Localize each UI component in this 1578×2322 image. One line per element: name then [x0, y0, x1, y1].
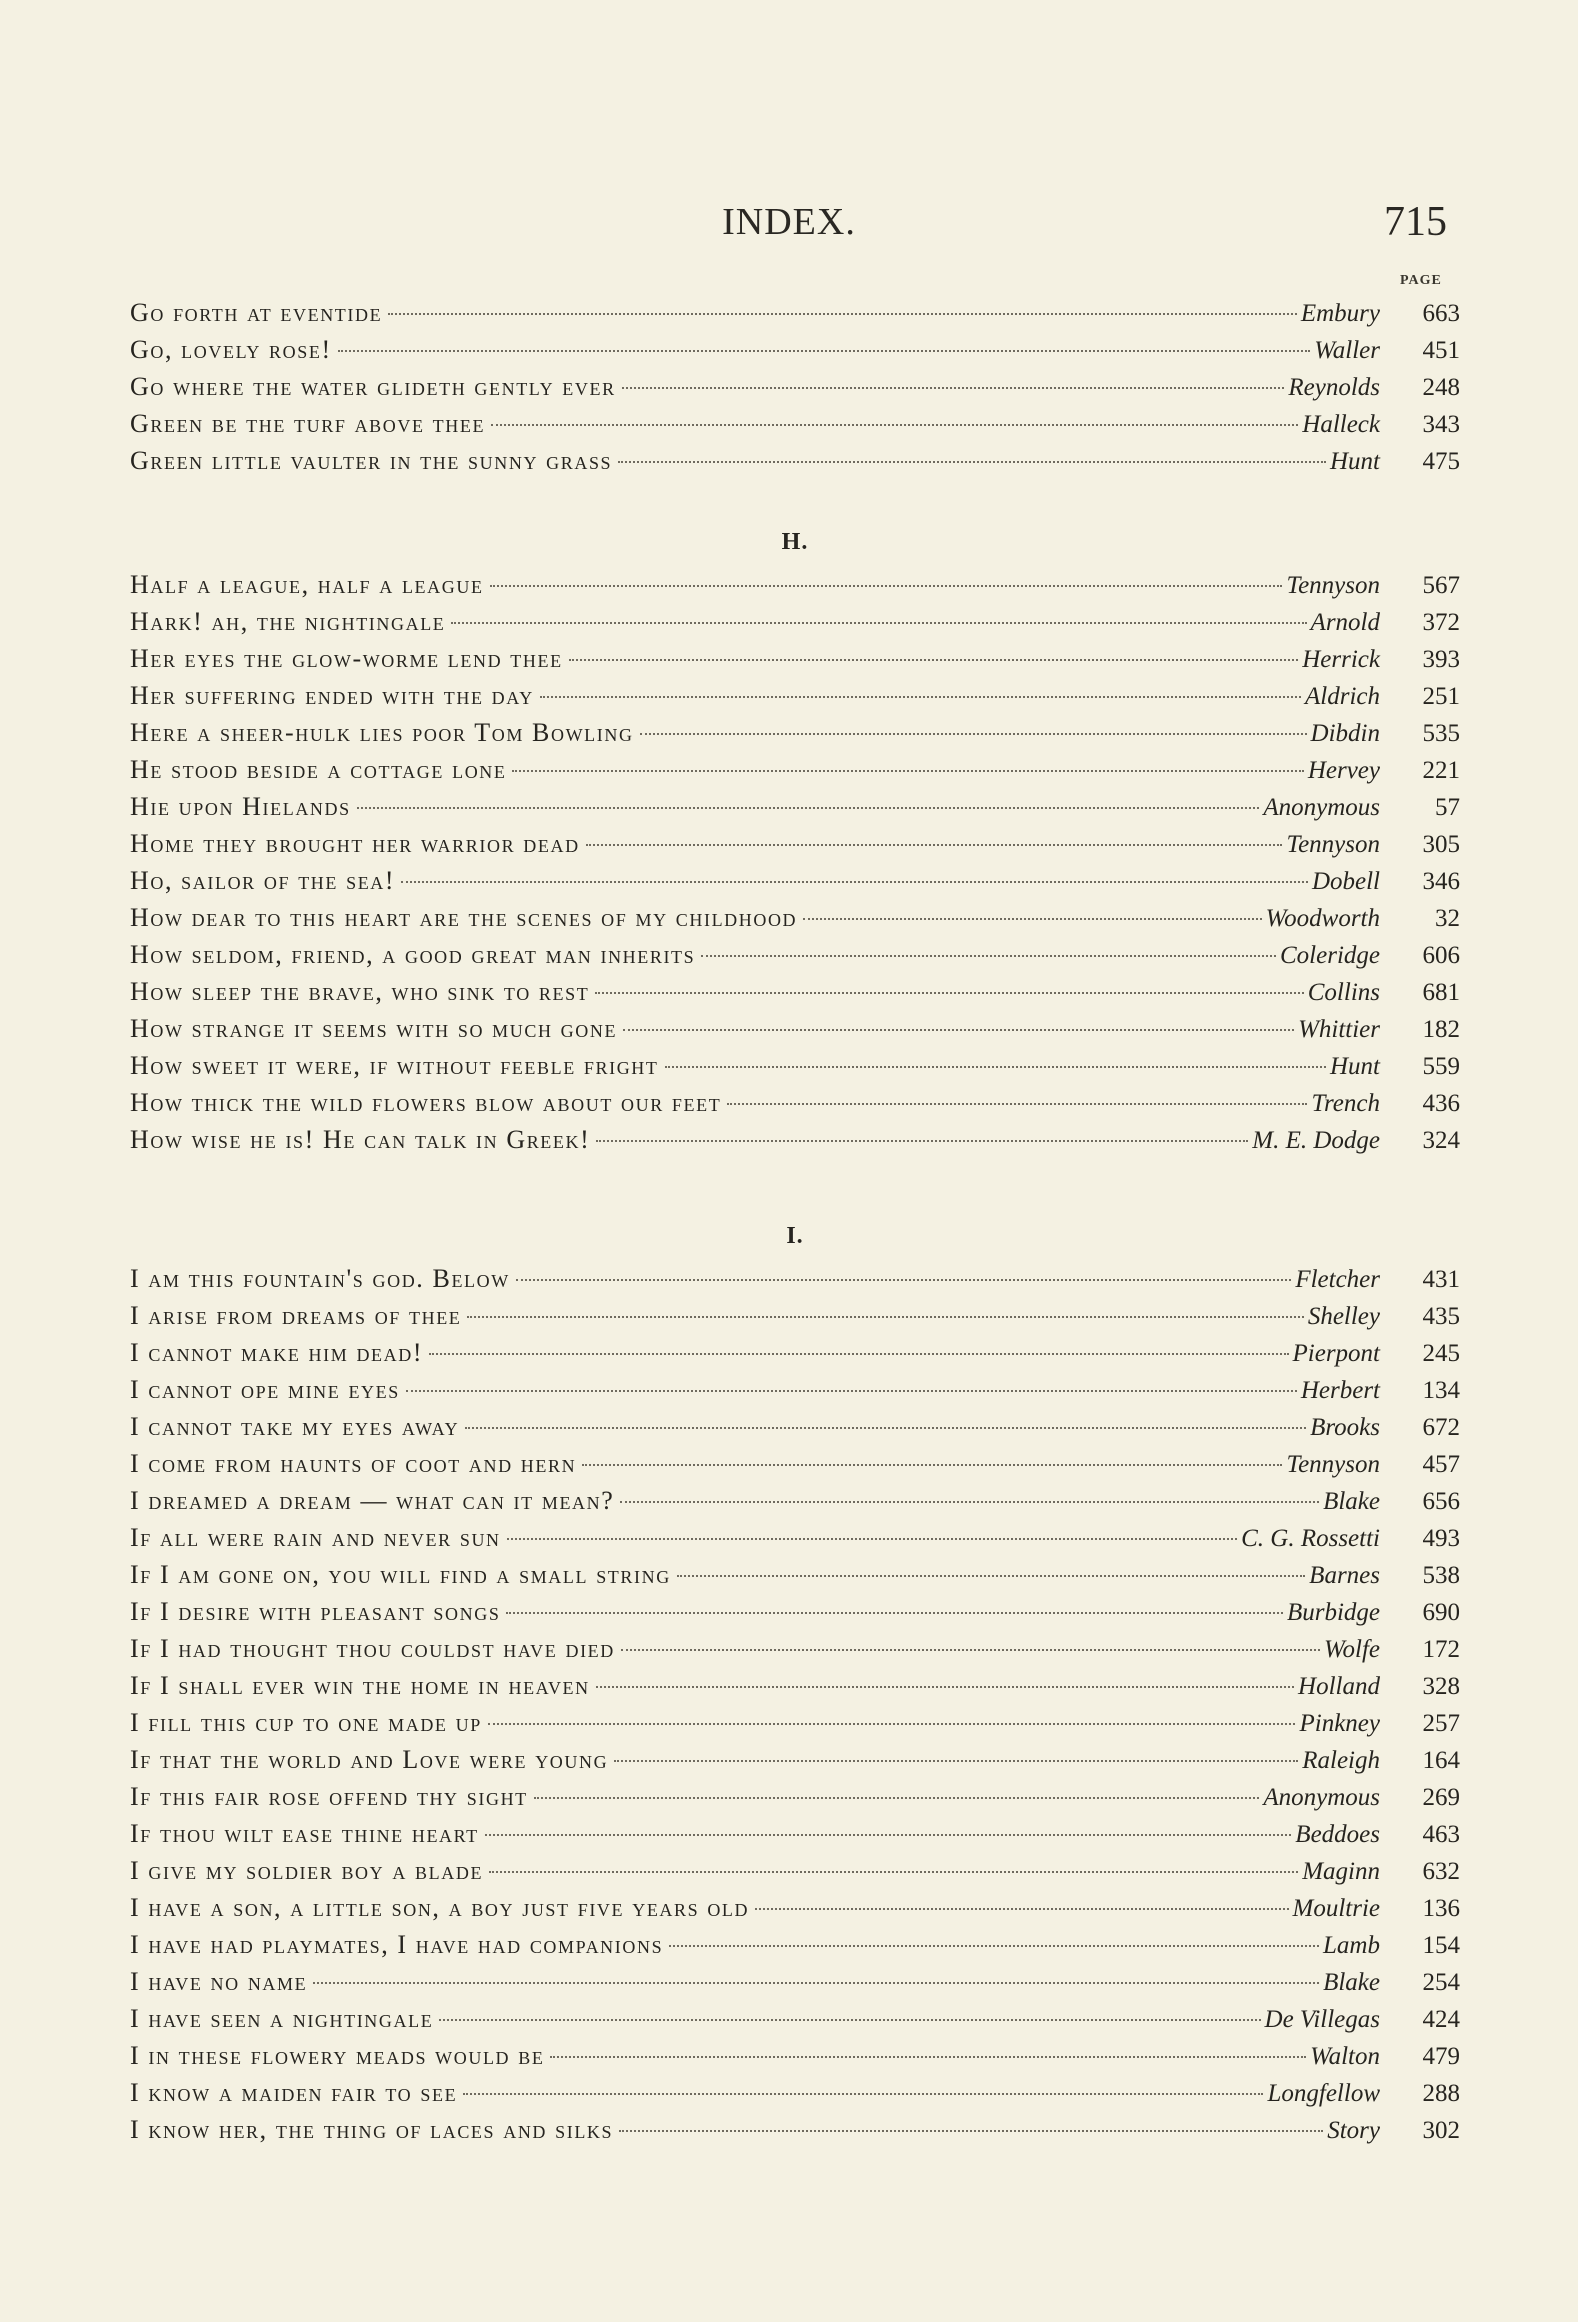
entry-page-number: 328: [1422, 1673, 1460, 1700]
entry-first-line: I have had playmates, I have had companions: [130, 1930, 664, 1959]
index-entry: [130, 607, 1460, 644]
entry-page-number: 136: [1422, 1895, 1460, 1922]
dot-leader: [451, 622, 1306, 624]
index-entry: [130, 1338, 1460, 1375]
entry-first-line: I cannot ope mine eyes: [130, 1375, 400, 1404]
index-entry: [130, 1634, 1460, 1671]
index-entry: [130, 1856, 1460, 1893]
entry-first-line: How thick the wild flowers blow about our feet: [130, 1088, 722, 1117]
dot-leader: [727, 1103, 1307, 1105]
entry-first-line: I have a son, a little son, a boy just five years old: [130, 1893, 750, 1922]
entry-author: Pinkney: [1299, 1710, 1380, 1737]
dot-leader: [488, 1723, 1296, 1725]
entry-author: Reynolds: [1288, 374, 1380, 401]
entry-page-number: 479: [1422, 2043, 1460, 2070]
index-entry: [130, 977, 1460, 1014]
dot-leader: [516, 1279, 1291, 1281]
index-entry: [130, 2115, 1460, 2152]
entry-author: Moultrie: [1292, 1895, 1380, 1922]
entry-page-number: 493: [1422, 1525, 1460, 1552]
index-entry: [130, 1671, 1460, 1708]
index-entry: [130, 1449, 1460, 1486]
index-entry: [130, 1930, 1460, 1967]
entry-page-number: 245: [1422, 1340, 1460, 1367]
dot-leader: [596, 1686, 1294, 1688]
entry-page-number: 154: [1422, 1932, 1460, 1959]
entry-page-number: 305: [1422, 831, 1460, 858]
entry-author: Hunt: [1330, 1053, 1380, 1080]
dot-leader: [582, 1464, 1282, 1466]
entry-page-number: 559: [1422, 1053, 1460, 1080]
dot-leader: [490, 585, 1283, 587]
dot-leader: [620, 1501, 1319, 1503]
entry-page-number: 302: [1422, 2117, 1460, 2144]
entry-page-number: 254: [1422, 1969, 1460, 1996]
index-entry: [130, 1125, 1460, 1162]
dot-leader: [465, 1427, 1306, 1429]
entry-first-line: Green be the turf above thee: [130, 409, 486, 438]
entry-author: Raleigh: [1302, 1747, 1380, 1774]
entry-author: Wolfe: [1323, 1636, 1380, 1663]
dot-leader: [619, 2130, 1323, 2132]
dot-leader: [489, 1871, 1298, 1873]
entry-page-number: 164: [1422, 1747, 1460, 1774]
entry-first-line: I give my soldier boy a blade: [130, 1856, 484, 1885]
index-entry: [130, 792, 1460, 829]
dot-leader: [388, 313, 1297, 315]
entry-page-number: 436: [1422, 1090, 1460, 1117]
index-entry: [130, 1560, 1460, 1597]
entry-author: Pierpont: [1292, 1340, 1380, 1367]
entry-author: Whittier: [1298, 1016, 1380, 1043]
entry-page-number: 346: [1422, 868, 1460, 895]
entry-first-line: I dreamed a dream — what can it mean?: [130, 1486, 615, 1515]
index-entry: [130, 1782, 1460, 1819]
entry-page-number: 343: [1422, 411, 1460, 438]
entry-first-line: If that the world and Love were young: [130, 1745, 609, 1774]
dot-leader: [803, 918, 1261, 920]
entry-first-line: I cannot make him dead!: [130, 1338, 424, 1367]
entry-page-number: 451: [1422, 337, 1460, 364]
index-entry: [130, 1745, 1460, 1782]
dot-leader: [596, 1140, 1248, 1142]
entry-first-line: Ho, sailor of the sea!: [130, 866, 396, 895]
entry-first-line: I know her, the thing of laces and silks: [130, 2115, 614, 2144]
entry-first-line: I in these flowery meads would be: [130, 2041, 545, 2070]
entry-author: Coleridge: [1280, 942, 1380, 969]
entry-page-number: 690: [1422, 1599, 1460, 1626]
entry-first-line: I come from haunts of coot and hern: [130, 1449, 577, 1478]
index-entry: [130, 829, 1460, 866]
entry-author: Anonymous: [1263, 794, 1380, 821]
entry-page-number: 172: [1422, 1636, 1460, 1663]
entry-author: Trench: [1311, 1090, 1380, 1117]
index-entry: [130, 644, 1460, 681]
entry-page-number: 681: [1422, 979, 1460, 1006]
entry-page-number: 457: [1422, 1451, 1460, 1478]
entry-first-line: How seldom, friend, a good great man inherits: [130, 940, 696, 969]
page-column-label: PAGE: [1400, 273, 1442, 288]
entry-author: Dobell: [1311, 868, 1380, 895]
dot-leader: [550, 2056, 1306, 2058]
entry-first-line: Home they brought her warrior dead: [130, 829, 580, 858]
dot-leader: [507, 1538, 1237, 1540]
section-letter: I.: [786, 1223, 804, 1249]
dot-leader: [429, 1353, 1288, 1355]
entry-author: Herrick: [1302, 646, 1380, 673]
entry-page-number: 182: [1422, 1016, 1460, 1043]
entry-author: Aldrich: [1305, 683, 1380, 710]
entry-page-number: 57: [1435, 794, 1460, 821]
dot-leader: [534, 1797, 1260, 1799]
index-entry: [130, 298, 1460, 335]
entry-page-number: 463: [1422, 1821, 1460, 1848]
entry-page-number: 251: [1422, 683, 1460, 710]
entry-author: Tennyson: [1286, 572, 1380, 599]
index-entry: [130, 718, 1460, 755]
index-entry: [130, 1486, 1460, 1523]
index-entry: [130, 2041, 1460, 2078]
dot-leader: [439, 2019, 1260, 2021]
entry-first-line: I know a maiden fair to see: [130, 2078, 458, 2107]
entry-author: Tennyson: [1286, 831, 1380, 858]
entry-page-number: 424: [1422, 2006, 1460, 2033]
entry-author: Woodworth: [1265, 905, 1380, 932]
entry-first-line: Her eyes the glow-worme lend thee: [130, 644, 563, 673]
index-entry: [130, 1967, 1460, 2004]
entry-first-line: Green little vaulter in the sunny grass: [130, 446, 613, 475]
index-entry: [130, 681, 1460, 718]
index-entry: [130, 866, 1460, 903]
entry-author: Hervey: [1307, 757, 1380, 784]
entry-first-line: Hie upon Hielands: [130, 792, 351, 821]
index-entry: [130, 446, 1460, 483]
index-entry: [130, 903, 1460, 940]
entry-first-line: I have seen a nightingale: [130, 2004, 434, 2033]
dot-leader: [467, 1316, 1303, 1318]
entry-page-number: 606: [1422, 942, 1460, 969]
entry-first-line: Hark! ah, the nightingale: [130, 607, 446, 636]
entry-author: Herbert: [1300, 1377, 1380, 1404]
entry-author: Story: [1327, 2117, 1380, 2144]
index-entry: [130, 1051, 1460, 1088]
dot-leader: [586, 844, 1283, 846]
entry-first-line: If I am gone on, you will find a small string: [130, 1560, 671, 1589]
entry-author: Tennyson: [1286, 1451, 1380, 1478]
entry-first-line: Her suffering ended with the day: [130, 681, 534, 710]
dot-leader: [701, 955, 1276, 957]
index-entry: [130, 1893, 1460, 1930]
entry-first-line: Half a league, half a league: [130, 570, 484, 599]
dot-leader: [669, 1945, 1319, 1947]
index-entry: [130, 1301, 1460, 1338]
section-i: [130, 1194, 1460, 2152]
entry-author: Brooks: [1310, 1414, 1380, 1441]
entry-page-number: 435: [1422, 1303, 1460, 1330]
entry-first-line: I fill this cup to one made up: [130, 1708, 482, 1737]
entry-author: M. E. Dodge: [1252, 1127, 1380, 1154]
dot-leader: [512, 770, 1303, 772]
entry-author: Shelley: [1307, 1303, 1380, 1330]
entry-first-line: How sleep the brave, who sink to rest: [130, 977, 590, 1006]
entry-author: Fletcher: [1295, 1266, 1380, 1293]
section-g: [130, 298, 1460, 483]
dot-leader: [677, 1575, 1305, 1577]
entry-author: Collins: [1307, 979, 1380, 1006]
entry-first-line: Go where the water glideth gently ever: [130, 372, 616, 401]
index-entry: [130, 755, 1460, 792]
dot-leader: [640, 733, 1307, 735]
entry-page-number: 269: [1422, 1784, 1460, 1811]
entry-author: Walton: [1310, 2043, 1380, 2070]
entry-first-line: Go, lovely rose!: [130, 335, 332, 364]
entry-page-number: 257: [1422, 1710, 1460, 1737]
entry-first-line: He stood beside a cottage lone: [130, 755, 507, 784]
dot-leader: [622, 387, 1285, 389]
entry-first-line: How strange it seems with so much gone: [130, 1014, 618, 1043]
index-entry: [130, 1819, 1460, 1856]
entry-first-line: I have no name: [130, 1967, 308, 1996]
section-letter: H.: [781, 529, 809, 555]
entry-author: Embury: [1300, 300, 1380, 327]
page-number: 715: [1384, 199, 1447, 245]
dot-leader: [491, 424, 1298, 426]
dot-leader: [406, 1390, 1297, 1392]
dot-leader: [338, 350, 1311, 352]
entry-author: Beddoes: [1295, 1821, 1380, 1848]
entry-author: Waller: [1314, 337, 1380, 364]
entry-author: Barnes: [1309, 1562, 1380, 1589]
dot-leader: [463, 2093, 1263, 2095]
entry-first-line: Here a sheer-hulk lies poor Tom Bowling: [130, 718, 634, 747]
entry-first-line: I cannot take my eyes away: [130, 1412, 460, 1441]
entry-first-line: If I desire with pleasant songs: [130, 1597, 501, 1626]
index-entry: [130, 1708, 1460, 1745]
dot-leader: [313, 1982, 1319, 1984]
entry-first-line: If this fair rose offend thy sight: [130, 1782, 528, 1811]
entry-author: Burbidge: [1286, 1599, 1380, 1626]
entry-page-number: 475: [1422, 448, 1460, 475]
index-entry: [130, 1014, 1460, 1051]
entry-page-number: 632: [1422, 1858, 1460, 1885]
entry-author: Dibdin: [1310, 720, 1380, 747]
entry-author: Halleck: [1302, 411, 1380, 438]
entry-page-number: 663: [1422, 300, 1460, 327]
entry-author: Holland: [1298, 1673, 1380, 1700]
entry-author: De Villegas: [1264, 2006, 1380, 2033]
dot-leader: [485, 1834, 1292, 1836]
dot-leader: [614, 1760, 1298, 1762]
entry-first-line: How wise he is! He can talk in Greek!: [130, 1125, 591, 1154]
entry-author: Arnold: [1310, 609, 1380, 636]
entry-page-number: 32: [1435, 905, 1460, 932]
entry-page-number: 324: [1422, 1127, 1460, 1154]
entry-page-number: 535: [1422, 720, 1460, 747]
dot-leader: [506, 1612, 1283, 1614]
entry-first-line: Go forth at eventide: [130, 298, 383, 327]
entry-first-line: I am this fountain's god. Below: [130, 1264, 510, 1293]
dot-leader: [618, 461, 1326, 463]
index-entry: [130, 1523, 1460, 1560]
entry-first-line: If I had thought thou couldst have died: [130, 1634, 615, 1663]
index-entry: [130, 372, 1460, 409]
entry-author: Blake: [1323, 1488, 1380, 1515]
index-entry: [130, 2078, 1460, 2115]
entry-first-line: I arise from dreams of thee: [130, 1301, 462, 1330]
entry-author: Blake: [1323, 1969, 1380, 1996]
entry-author: Maginn: [1302, 1858, 1380, 1885]
entry-author: Longfellow: [1267, 2080, 1380, 2107]
entry-author: Hunt: [1330, 448, 1380, 475]
entry-page-number: 221: [1422, 757, 1460, 784]
index-entry: [130, 1375, 1460, 1412]
running-title: INDEX.: [722, 201, 856, 243]
index-entry: [130, 335, 1460, 372]
entry-page-number: 538: [1422, 1562, 1460, 1589]
dot-leader: [621, 1649, 1320, 1651]
entry-author: C. G. Rossetti: [1241, 1525, 1380, 1552]
entry-author: Lamb: [1323, 1932, 1380, 1959]
index-entry: [130, 940, 1460, 977]
dot-leader: [569, 659, 1299, 661]
entry-page-number: 393: [1422, 646, 1460, 673]
entry-first-line: If all were rain and never sun: [130, 1523, 501, 1552]
entry-page-number: 248: [1422, 374, 1460, 401]
index-entry: [130, 1264, 1460, 1301]
entry-page-number: 656: [1422, 1488, 1460, 1515]
dot-leader: [665, 1066, 1326, 1068]
index-entry: [130, 570, 1460, 607]
entry-page-number: 372: [1422, 609, 1460, 636]
index-entry: [130, 1088, 1460, 1125]
entry-first-line: How dear to this heart are the scenes of my childhood: [130, 903, 798, 932]
index-entry: [130, 409, 1460, 446]
dot-leader: [357, 807, 1260, 809]
entry-page-number: 672: [1422, 1414, 1460, 1441]
entry-first-line: How sweet it were, if without feeble fright: [130, 1051, 659, 1080]
dot-leader: [401, 881, 1308, 883]
index-entry: [130, 1597, 1460, 1634]
dot-leader: [755, 1908, 1288, 1910]
entry-page-number: 288: [1422, 2080, 1460, 2107]
entry-page-number: 134: [1422, 1377, 1460, 1404]
dot-leader: [595, 992, 1303, 994]
entry-page-number: 431: [1422, 1266, 1460, 1293]
entry-first-line: If I shall ever win the home in heaven: [130, 1671, 590, 1700]
entry-author: Anonymous: [1263, 1784, 1380, 1811]
entry-first-line: If thou wilt ease thine heart: [130, 1819, 479, 1848]
index-entry: [130, 2004, 1460, 2041]
dot-leader: [540, 696, 1301, 698]
index-entry: [130, 1412, 1460, 1449]
dot-leader: [623, 1029, 1294, 1031]
section-h: [130, 500, 1460, 1162]
entry-page-number: 567: [1422, 572, 1460, 599]
